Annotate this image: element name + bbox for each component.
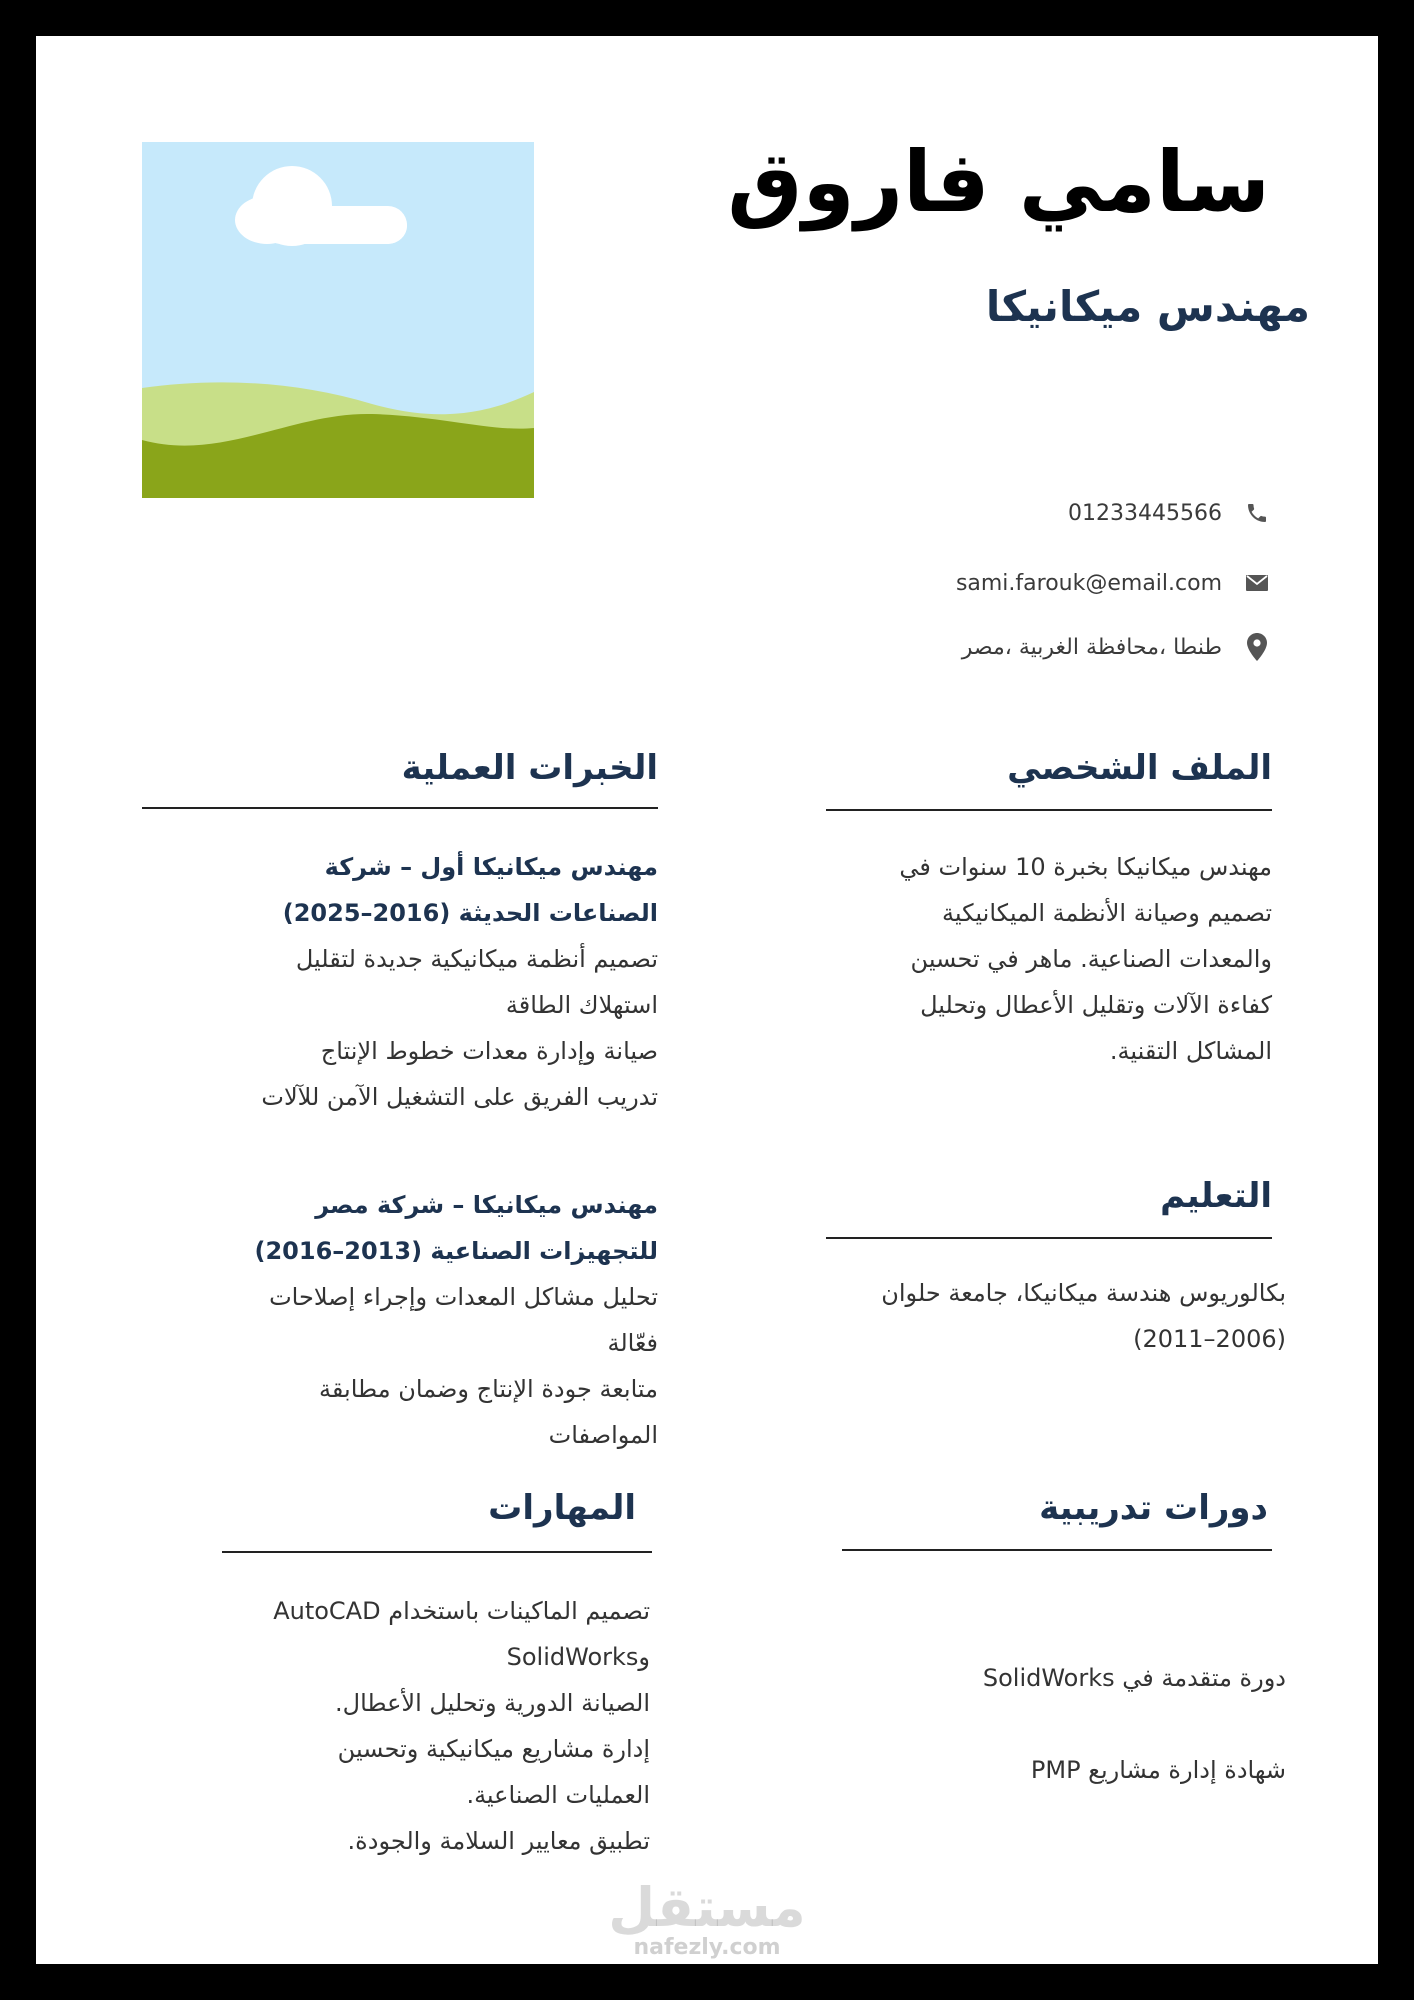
experience-divider bbox=[142, 807, 658, 809]
experience-section-title: الخبرات العملية bbox=[401, 748, 658, 788]
courses-section-title: دورات تدريبية bbox=[1039, 1488, 1268, 1528]
profile-line: مهندس ميكانيكا بخبرة 10 سنوات في bbox=[899, 853, 1272, 881]
skill-line: العمليات الصناعية. bbox=[466, 1781, 650, 1809]
education-line: بكالوريوس هندسة ميكانيكا، جامعة حلوان bbox=[881, 1279, 1286, 1307]
job-heading: الصناعات الحديثة (2016–2025) bbox=[282, 899, 658, 927]
job-duty: تحليل مشاكل المعدات وإجراء إصلاحات bbox=[269, 1283, 658, 1311]
skills-section-title: المهارات bbox=[488, 1488, 636, 1528]
job-duty: صيانة وإدارة معدات خطوط الإنتاج bbox=[320, 1037, 658, 1065]
watermark bbox=[36, 1876, 1378, 1960]
education-line: (2006–2011) bbox=[1133, 1325, 1286, 1353]
profile-section-title: الملف الشخصي bbox=[1007, 748, 1272, 788]
landscape-placeholder-icon bbox=[142, 142, 534, 498]
location-pin-icon bbox=[1244, 634, 1270, 660]
contact-phone: 01233445566 bbox=[1068, 500, 1222, 526]
envelope-icon bbox=[1244, 570, 1270, 596]
watermark-logo: مستقل bbox=[608, 1876, 806, 1939]
course-item: شهادة إدارة مشاريع PMP bbox=[1030, 1756, 1286, 1784]
experience-job-2 bbox=[138, 1182, 658, 1458]
education-section-title: التعليم bbox=[1160, 1176, 1272, 1216]
profile-photo bbox=[142, 142, 534, 498]
profile-line: كفاءة الآلات وتقليل الأعطال وتحليل bbox=[920, 991, 1272, 1019]
skill-line: تطبيق معايير السلامة والجودة. bbox=[347, 1827, 650, 1855]
contact-email-row bbox=[956, 570, 1270, 596]
contact-location: طنطا ،محافظة الغربية ،مصر bbox=[961, 634, 1222, 660]
skills-list bbox=[150, 1588, 650, 1864]
job-duty: متابعة جودة الإنتاج وضمان مطابقة bbox=[319, 1375, 658, 1403]
job-heading: مهندس ميكانيكا أول – شركة bbox=[324, 853, 658, 881]
skills-divider bbox=[222, 1551, 652, 1553]
resume-page bbox=[36, 36, 1378, 1964]
courses-list bbox=[786, 1632, 1286, 1816]
job-duty: تدريب الفريق على التشغيل الآمن للآلات bbox=[261, 1083, 658, 1111]
education-entry bbox=[786, 1270, 1286, 1362]
profile-line: المشاكل التقنية. bbox=[1109, 1037, 1272, 1065]
job-duty: تصميم أنظمة ميكانيكية جديدة لتقليل bbox=[295, 945, 658, 973]
profile-divider bbox=[826, 809, 1272, 811]
candidate-name: سامي فاروق bbox=[727, 133, 1270, 231]
skill-line: تصميم الماكينات باستخدام AutoCAD bbox=[273, 1597, 650, 1625]
courses-divider bbox=[842, 1549, 1272, 1551]
job-duty: المواصفات bbox=[548, 1421, 658, 1449]
education-divider bbox=[826, 1237, 1272, 1239]
job-duty: فعّالة bbox=[607, 1329, 658, 1357]
job-heading: مهندس ميكانيكا – شركة مصر bbox=[315, 1191, 658, 1219]
profile-line: تصميم وصيانة الأنظمة الميكانيكية bbox=[942, 899, 1272, 927]
profile-summary bbox=[802, 844, 1272, 1074]
contact-email: sami.farouk@email.com bbox=[955, 570, 1222, 596]
job-duty: استهلاك الطاقة bbox=[505, 991, 658, 1019]
job-heading: للتجهيزات الصناعية (2013–2016) bbox=[254, 1237, 658, 1265]
course-item: دورة متقدمة في SolidWorks bbox=[982, 1664, 1286, 1692]
contact-phone-row bbox=[1068, 500, 1270, 526]
phone-icon bbox=[1244, 500, 1270, 526]
candidate-job-title: مهندس ميكانيكا bbox=[985, 282, 1310, 331]
watermark-site: nafezly.com bbox=[633, 1935, 781, 1960]
experience-job-1 bbox=[138, 844, 658, 1120]
skill-line: الصيانة الدورية وتحليل الأعطال. bbox=[335, 1689, 650, 1717]
skill-line: إدارة مشاريع ميكانيكية وتحسين bbox=[337, 1735, 650, 1763]
profile-line: والمعدات الصناعية. ماهر في تحسين bbox=[910, 945, 1272, 973]
skill-line: وSolidWorks bbox=[506, 1643, 650, 1671]
contact-location-row bbox=[962, 634, 1270, 660]
